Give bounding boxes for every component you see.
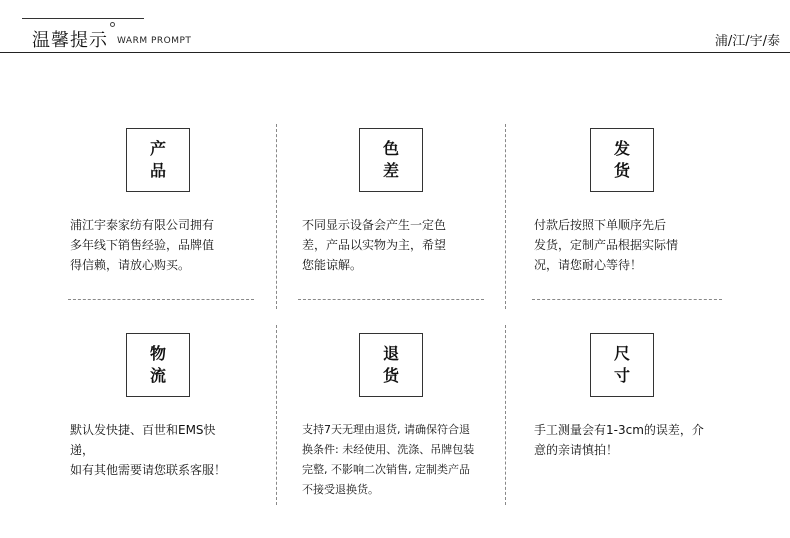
description-line: 差，产品以实物为主，希望 — [302, 238, 447, 252]
brand-name: 浦/江/宇/泰 — [714, 34, 780, 49]
color-difference-badge — [359, 128, 423, 192]
badge-char: 品 — [149, 161, 166, 180]
badge-char: 退 — [382, 344, 399, 363]
description-line: 支持7天无理由退货, 请确保符合退 — [302, 423, 470, 436]
logistics-badge — [126, 333, 190, 397]
divider-horizontal-left — [68, 299, 254, 300]
description-line: 您能谅解。 — [302, 258, 363, 272]
description-line: 不接受退换货。 — [302, 483, 379, 496]
header-top-rule — [22, 18, 144, 19]
returns-description — [302, 420, 474, 500]
divider-horizontal-right — [532, 299, 722, 300]
size-badge — [590, 333, 654, 397]
description-line: 递， — [70, 443, 95, 457]
badge-char: 产 — [149, 139, 166, 158]
badge-char: 差 — [382, 161, 399, 180]
description-line: 多年线下销售经验，品牌值 — [70, 238, 215, 252]
badge-char: 色 — [382, 139, 399, 158]
description-line: 况，请您耐心等待！ — [534, 258, 643, 272]
description-line: 不同显示设备会产生一定色 — [302, 218, 447, 232]
badge-char: 流 — [149, 366, 166, 385]
badge-char: 物 — [149, 344, 166, 363]
shipping-badge — [590, 128, 654, 192]
divider-vertical-2-bottom — [505, 325, 506, 505]
header — [0, 0, 790, 60]
badge-char: 尺 — [613, 344, 630, 363]
divider-horizontal-middle — [298, 299, 484, 300]
page-title: 温馨提示 — [32, 30, 108, 51]
description-line: 意的亲请慎拍！ — [534, 443, 619, 457]
circle-ornament-icon — [110, 22, 115, 27]
description-line: 默认发快捷、百世和EMS快 — [70, 423, 216, 437]
badge-char: 寸 — [613, 366, 630, 385]
page-subtitle: WARM PROMPT — [117, 36, 192, 46]
description-line: 换条件: 未经使用、洗涤、吊牌包装 — [302, 443, 475, 456]
description-line: 手工测量会有1-3cm的误差，介 — [534, 423, 704, 437]
description-line: 浦江宇泰家纺有限公司拥有 — [70, 218, 215, 232]
divider-vertical-1-top — [276, 124, 277, 309]
description-line: 付款后按照下单顺序先后 — [534, 218, 667, 232]
badge-char: 发 — [613, 139, 630, 158]
divider-vertical-1-bottom — [276, 325, 277, 505]
shipping-description — [534, 215, 678, 275]
description-line: 得信赖，请放心购买。 — [70, 258, 191, 272]
logistics-description — [70, 420, 226, 480]
header-bottom-rule — [0, 52, 790, 53]
product-description — [70, 215, 214, 275]
color-difference-description — [302, 215, 446, 275]
size-description — [534, 420, 704, 460]
description-line: 如有其他需要请您联系客服！ — [70, 463, 227, 477]
badge-char: 货 — [613, 161, 630, 180]
divider-vertical-2-top — [505, 124, 506, 309]
returns-badge — [359, 333, 423, 397]
description-line: 发货，定制产品根据实际情 — [534, 238, 679, 252]
description-line: 完整, 不影响二次销售, 定制类产品 — [302, 463, 470, 476]
product-badge — [126, 128, 190, 192]
badge-char: 货 — [382, 366, 399, 385]
